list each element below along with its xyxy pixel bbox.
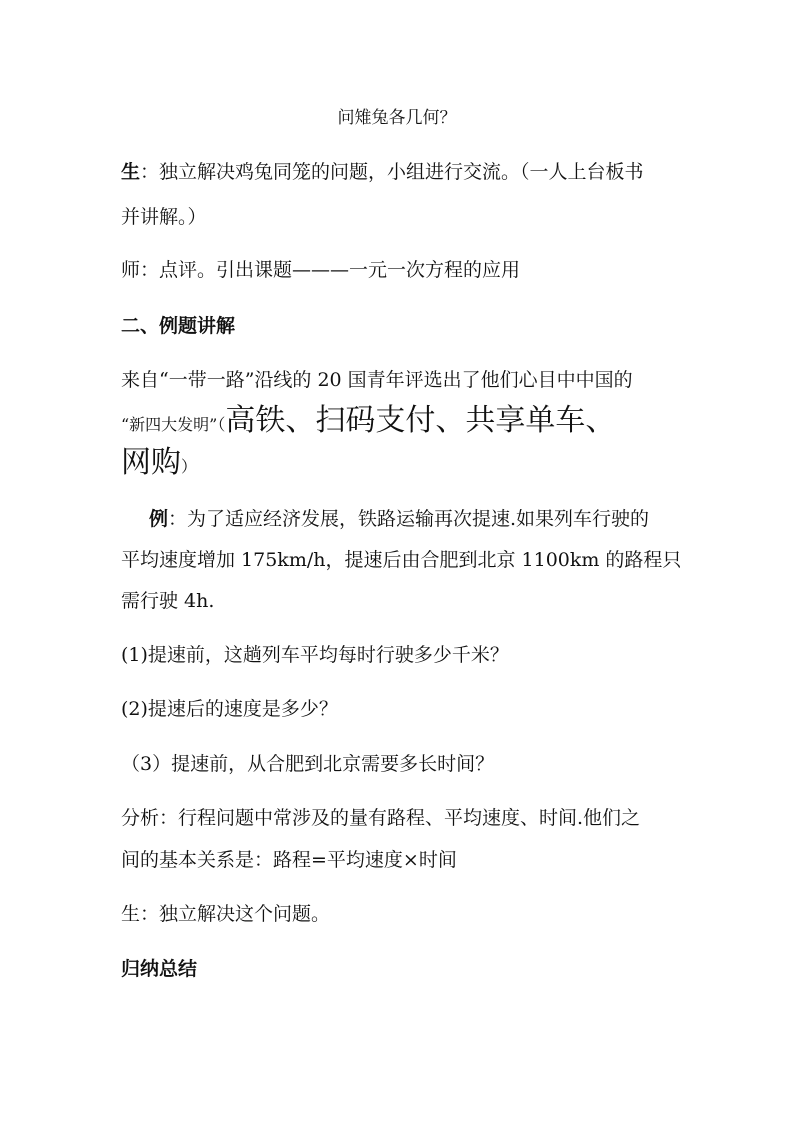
student-label: 生	[121, 161, 141, 183]
example-text: ：为了适应经济发展，铁路运输再次提速.如果列车行驶的	[168, 508, 650, 530]
example-line-2: 平均速度增加 175km/h，提速后由合肥到北京 1100km 的路程只	[121, 549, 682, 571]
example-line-3: 需行驶 4h.	[121, 590, 215, 612]
example-line-1	[149, 507, 709, 531]
student-text: ：独立解决鸡兔同笼的问题，小组进行交流。（一人上台板书	[140, 161, 644, 183]
intro-big-text-2: 网购	[121, 445, 181, 480]
top-question: 问雉兔各几何？	[337, 108, 457, 128]
section-heading-summary: 归纳总结	[121, 958, 198, 980]
question-2: (2)提速后的速度是多少？	[121, 698, 338, 720]
question-3: （3）提速前，从合肥到北京需要多长时间？	[121, 753, 495, 775]
section-heading-examples: 二、例题讲解	[121, 315, 236, 337]
intro-small-text: “新四大发明”（	[121, 415, 226, 434]
question-1: (1)提速前，这趟列车平均每时行驶多少千米？	[121, 644, 509, 666]
intro-line-3	[121, 444, 681, 486]
analysis-line-2: 间的基本关系是：路程=平均速度×时间	[121, 849, 457, 871]
teacher-paragraph: 师：点评。引出课题———一元一次方程的应用	[121, 259, 521, 281]
student-paragraph-line-2: 并讲解。）	[121, 206, 207, 228]
intro-big-text: 高铁、扫码支付、共享单车、	[225, 403, 616, 438]
analysis-line-1: 分析：行程问题中常涉及的量有路程、平均速度、时间.他们之	[121, 807, 641, 829]
intro-line-2	[121, 402, 681, 444]
student-paragraph-line-1	[121, 160, 681, 184]
example-label: 例	[149, 508, 169, 530]
student-paragraph-2: 生：独立解决这个问题。	[121, 903, 331, 925]
intro-line-1: 来自“一带一路”沿线的 20 国青年评选出了他们心目中中国的	[121, 369, 633, 391]
intro-small-close: ）	[181, 457, 198, 476]
